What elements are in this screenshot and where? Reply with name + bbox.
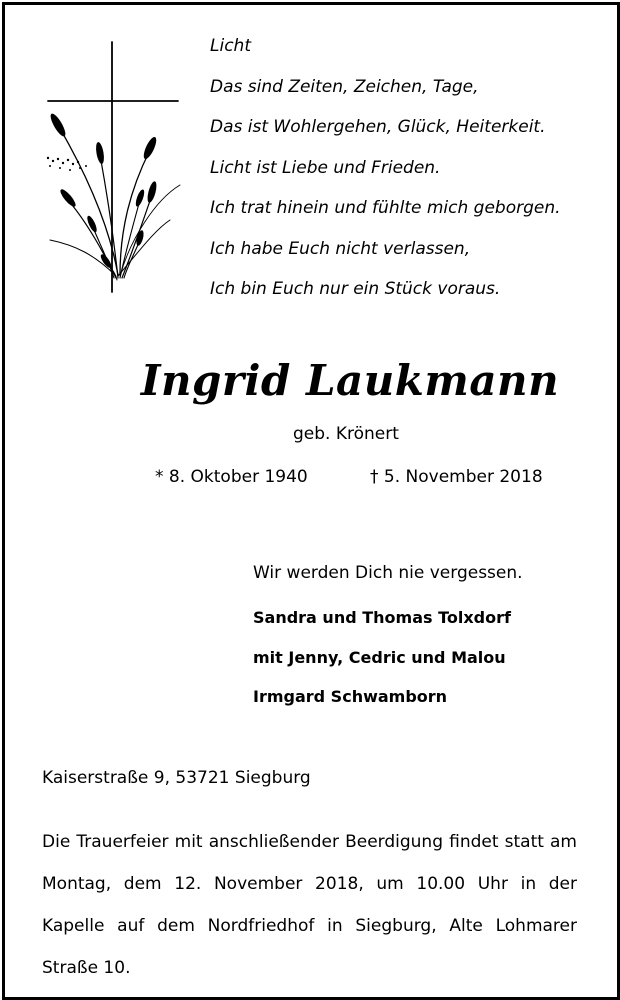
- birth-date: * 8. Oktober 1940: [155, 467, 308, 487]
- address: Kaiserstraße 9, 53721 Siegburg: [42, 768, 311, 788]
- cross-with-wheat-icon: [40, 40, 185, 300]
- mourner-name: Irmgard Schwamborn: [253, 687, 448, 706]
- deceased-name: Ingrid Laukmann: [140, 356, 560, 405]
- birth-name: geb. Krönert: [293, 424, 399, 444]
- mourner-name: Sandra und Thomas Tolxdorf: [253, 608, 511, 627]
- poem: [210, 36, 561, 320]
- poem-line: Das sind Zeiten, Zeichen, Tage,: [210, 76, 479, 97]
- mourners-list: [253, 608, 511, 727]
- poem-line: Ich bin Euch nur ein Stück voraus.: [210, 279, 501, 299]
- poem-line: Licht: [210, 36, 251, 56]
- ceremony-details: Die Trauerfeier mit anschließender Beerdigung findet statt am Montag, dem 12. November 2018, um 10.00 Uhr in der Kapelle auf dem Nordfriedhof in Siegburg, Alte Lohmarer Straße 10.: [42, 832, 577, 978]
- mourner-name: mit Jenny, Cedric und Malou: [253, 647, 506, 667]
- death-date: † 5. November 2018: [370, 467, 543, 487]
- poem-line: Ich habe Euch nicht verlassen,: [210, 238, 471, 259]
- poem-line: Das ist Wohlergehen, Glück, Heiterkeit.: [210, 117, 546, 137]
- farewell-line: Wir werden Dich nie vergessen.: [253, 563, 523, 583]
- poem-line: Ich trat hinein und fühlte mich geborgen.: [210, 198, 561, 218]
- poem-line: Licht ist Liebe und Frieden.: [210, 157, 441, 178]
